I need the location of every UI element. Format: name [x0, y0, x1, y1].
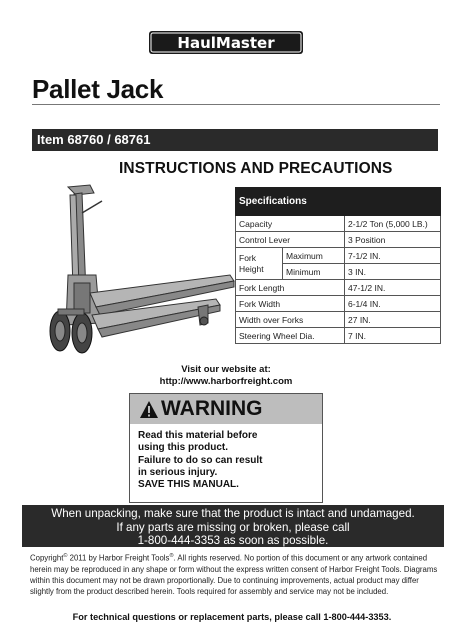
support-footer: For technical questions or replacement parts, please call 1-800-444-3353.: [72, 612, 392, 622]
notice-line: If any parts are missing or broken, please call: [116, 520, 350, 534]
specifications-table: [235, 187, 441, 344]
spec-value: 7 IN.: [345, 328, 441, 344]
haulmaster-logo: [148, 30, 304, 55]
warning-box: [129, 393, 323, 503]
item-number-bar: Item 68760 / 68761: [32, 129, 438, 151]
unpacking-notice: [22, 505, 444, 547]
spec-value: 7-1/2 IN.: [345, 248, 441, 264]
warning-triangle-icon: [139, 400, 159, 419]
spec-sublabel: Maximum: [283, 248, 345, 264]
spec-value: 3 Position: [345, 232, 441, 248]
copyright-text: Copyright© 2011 by Harbor Freight Tools®. All rights reserved. No portion of this document or any artwork contained herein may be reproduced in any shape or form without the express written consent of Harbor Freight Tools. Diagrams within this document may not be drawn proportionally. Due to continuing improvements, actual product may differ slightly from the product described herein. Tools required for assembly and service may not be included.: [30, 553, 438, 597]
spec-sublabel: Minimum: [283, 264, 345, 280]
spec-label: Width over Forks: [236, 312, 345, 328]
warning-header: [130, 394, 322, 424]
spec-value: 6-1/4 IN.: [345, 296, 441, 312]
warning-title: WARNING: [161, 397, 263, 420]
page-title: Pallet Jack: [32, 74, 164, 104]
warning-line: in serious injury.: [138, 466, 218, 478]
title-divider: [32, 104, 440, 105]
website-link[interactable]: http://www.harborfreight.com: [159, 376, 293, 387]
warning-line: SAVE THIS MANUAL.: [138, 479, 239, 491]
spec-label: Fork Width: [236, 296, 345, 312]
spec-value: 2-1/2 Ton (5,000 LB.): [345, 216, 441, 232]
website-notice: [140, 364, 312, 388]
spec-label: Capacity: [236, 216, 345, 232]
spec-header: Specifications: [236, 188, 441, 216]
spec-value: 47-1/2 IN.: [345, 280, 441, 296]
spec-label: Control Lever: [236, 232, 345, 248]
pallet-jack-illustration: [30, 183, 245, 361]
warning-line: Failure to do so can result: [138, 454, 263, 466]
spec-value: 27 IN.: [345, 312, 441, 328]
spec-label: Steering Wheel Dia.: [236, 328, 345, 344]
warning-line: using this product.: [138, 442, 228, 454]
svg-text:HaulMaster: HaulMaster: [177, 34, 275, 52]
warning-line: Read this material before: [138, 430, 258, 441]
spec-label: Fork Height: [236, 248, 283, 280]
section-heading: INSTRUCTIONS AND PRECAUTIONS: [119, 160, 393, 177]
notice-line: 1-800-444-3353 as soon as possible.: [137, 534, 329, 547]
notice-line: When unpacking, make sure that the product is intact and undamaged.: [51, 507, 415, 520]
spec-value: 3 IN.: [345, 264, 441, 280]
spec-label: Fork Length: [236, 280, 345, 296]
website-label: Visit our website at:: [181, 364, 271, 375]
warning-text: [130, 424, 322, 491]
